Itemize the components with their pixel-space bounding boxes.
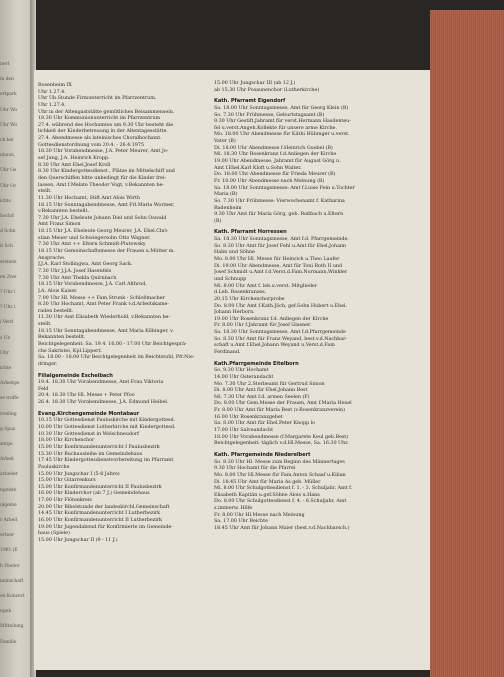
schedule-line: Mo. 8.00 Uhr Hl. Messe für Heinrich u.Theo Laufer <box>214 256 340 263</box>
schedule-line: 16.00 Uhr Kinderchor (ab 7 J.) Gemeindehaus <box>38 490 150 497</box>
schedule-line: 18.15 Uhr Sonntagabendmesse, Amt Maria Kilbinger, v. <box>38 327 174 334</box>
schedule-line: 27.4. Abendmesse als lateinisches Choralhochamt. <box>38 135 162 142</box>
facing-page-fragment: nert <box>0 62 10 67</box>
facing-page-fragment: ngeh <box>0 609 12 615</box>
schedule-line: Mi. 18.30 Uhr Rosenkranz f.d.Anliegen der Kirche <box>214 151 337 158</box>
section-heading: Kath. Pfarramt Eigendorf <box>214 98 286 105</box>
schedule-line: 18.30 Uhr Kommunionunterricht im Pfarrzentrum <box>38 115 161 122</box>
schedule-line: (B) <box>214 217 222 224</box>
facing-page-fragment: rreiling <box>0 411 17 417</box>
schedule-line: Beichtgelegenheit: täglich v.d.Hl.Messe, Sa. 16.30 Uhr. <box>214 440 349 447</box>
schedule-line: Maria (B) <box>214 191 238 198</box>
facing-page-fragment: s Ub <box>0 335 11 341</box>
facing-page-fragment: i Verd <box>0 320 14 326</box>
schedule-line: 11.30 Uhr Hochamt, Stift.Amt Alois Wirth <box>38 194 140 201</box>
schedule-line: 14.00 Uhr Osterandacht <box>214 373 274 380</box>
schedule-line: 20.15 Uhr Kirchenchorprobe <box>214 295 285 302</box>
schedule-line: 9.30 Uhr Amt für Maria Görg, geb. Roßbach u.Eltern <box>214 211 344 218</box>
schedule-line: 7.30 Uhr Amt ++ Eltern Schmidt-Plutowsky <box>38 241 146 248</box>
schedule-line: Badenheim <box>214 204 242 211</box>
schedule-line: So. 9.30 Uhr Hochamt <box>214 367 269 374</box>
schedule-line: Pauluskirche <box>38 463 70 470</box>
schedule-line: 19.00 Uhr Jugendabend für Konfirmierte im Gemeinde- <box>38 523 173 530</box>
schedule-line: 10.15 Uhr Gottesdienst Pauluskirche mit Kindergottesd. <box>38 417 176 424</box>
schedule-line: Do. 8.00 Uhr Amt f.Kath.Jöch, gef.Sohn Hubert u.Ehel. <box>214 302 347 309</box>
schedule-line: So. 8.30 Uhr Amt für Franz Weyand, best.v.d.Nachbar- <box>214 335 347 342</box>
facing-page-fragment: Uhr Wo <box>0 107 18 113</box>
schedule-line: Di. 19.00 Uhr Abendmesse, Amt für Toni Roth II und <box>214 262 342 269</box>
schedule-line: Uhr Ub.Stunde Firmunterricht im Pfarrzentrum. <box>38 95 157 102</box>
schedule-line: v.Bekannten bestellt. <box>38 208 89 215</box>
schedule-line: Rosenheim IX <box>38 82 72 88</box>
facing-page-fragment: Arbeit <box>0 457 14 463</box>
facing-page-fragment: ichts <box>0 198 11 204</box>
schedule-line: So. 7.30 Uhr Frühmesse, Geburtstagsamt (B) <box>214 111 325 118</box>
schedule-line: Beichtgelegenheit: Sa. 19.4. 16.00 - 17.00 Uhr Beichtgesprä- <box>38 340 187 347</box>
section-heading: Kath. Pfarramt Horressen <box>214 229 287 236</box>
schedule-line: Mo. 18.00 Uhr Abendmesse für Käthi Hübinger u.verst. <box>214 131 350 138</box>
schedule-line: 18.15 Uhr J.A. Eheleute Georg Meurer, J.A. Ehel.Chri- <box>38 228 169 235</box>
schedule-line: Sa. 8.00 Uhr Amt für Ehel.Peter Knopp lo <box>214 420 316 427</box>
schedule-line: Fr. 8.00 Uhr f.Jahramt für Josef Glasner. <box>214 322 312 329</box>
schedule-line: 18.30 Uhr Vorabendmesse, J.A. Peter Meurer, Amt Jo- <box>38 148 169 155</box>
schedule-line: Vater (B) <box>214 138 236 145</box>
schedule-line: 15.00 Uhr Konfirmandenunterricht I Paulusbezirk <box>38 443 160 450</box>
schedule-line: Feld <box>38 385 49 392</box>
schedule-line: Do. 18.00 Uhr Abendmesse für Frieda Meurer (B) <box>214 171 336 178</box>
schedule-line: schaft u.Amt f.Ehel.Johann Weyand u.Verst.d.Fam <box>214 342 335 349</box>
schedule-line: 15.00 Uhr Jungschar III (ab 12 J.) <box>214 80 296 86</box>
schedule-line: Amt Franz Simon <box>38 221 81 228</box>
schedule-line: 16.00 Uhr Konfirmandenunterricht II Lutherbezirk <box>38 517 162 523</box>
schedule-line: dringer. <box>38 360 58 367</box>
facing-page-fragment: 1961 (E <box>0 548 18 554</box>
page-block-edge <box>430 10 504 677</box>
schedule-line: Fr. 8.00 Uhr Hl.Messe nach Meinung <box>214 511 305 518</box>
schedule-line: Johann Herborn. <box>214 309 255 316</box>
schedule-line: den Querschiffen bitte unbedingt für die Kinder frei- <box>38 174 167 181</box>
right-column <box>214 80 426 532</box>
schedule-line: 18.15 Uhr Sonntagabendmesse, Amt Frl.Maria Wormer, <box>38 201 175 208</box>
schedule-line: Uhr 1.27.4. <box>38 101 66 108</box>
schedule-line: 18.00 Uhr Kirchenchor <box>38 437 95 444</box>
facing-page-fragment: Uhr Wo <box>0 122 18 128</box>
schedule-line: Di. 18.45 Uhr Amt für Maria As geb. Müller <box>214 478 321 485</box>
schedule-line: So. 7.30 Uhr Frühmesse: Vierwochenamt f. Katharina <box>214 197 345 204</box>
schedule-line: 8.30 Uhr Kindergottesdienst , Plätze im Mittelschiff und <box>38 168 175 175</box>
section-heading: Evang.Kirchengemeinde Montabaur <box>38 410 140 417</box>
schedule-line: So. 8.30 Uhr Amt für Josef Fehl u.Amt für Ehel.Johann <box>214 242 347 249</box>
facing-page-fragment: erstsen <box>0 259 17 265</box>
facing-page-fragment: arbeiter <box>0 472 19 478</box>
schedule-line: 7.30 Uhr Amt Thekla Quirnbach <box>38 274 117 281</box>
schedule-line: Mi. 8.00 Uhr Amt f. leb.u.verst. Mitglieder <box>214 282 318 289</box>
schedule-line: Uhr 1.27.4. <box>38 88 66 95</box>
schedule-line: 7.30 Uhr J.A. Eheleute Johann Diel und Sohn Oswald <box>38 214 167 221</box>
schedule-line: Sa. 18.00 Uhr Sonntagsmesse, Amt für Georg Klein (B) <box>214 104 349 111</box>
schedule-line: 15.30 Uhr Buchausleihe im Gemeindehaus <box>38 450 143 457</box>
schedule-line: 9.30 Uhr Hochamt für die Pfarrei <box>214 465 296 472</box>
section-heading: Kath.Pfarrgemeinde Eitelborn <box>214 360 299 367</box>
facing-page-fragment: zerge <box>0 442 13 447</box>
facing-page-fragment: ? Uhr i <box>0 290 16 295</box>
facing-page-fragment: g Spaz <box>0 426 16 432</box>
facing-page-fragment: en Konzert <box>0 594 25 599</box>
schedule-line: che Sakristei, Kpl.Lippert. <box>38 347 102 354</box>
schedule-line: Di. 8.00 Uhr Amt für Ehel.Johann Best <box>214 387 308 394</box>
schedule-line: Sa. 18.30 Uhr Sonntagsmesse, Amt f.d. Pfarrgemeinde. <box>214 236 349 243</box>
schedule-line: 18.15 Uhr Vorabendmesse, J.A. Carl Althrod, <box>38 281 147 288</box>
schedule-line: fel u.verst.Angeh.Kollekte für unsere arme Kirche. <box>214 124 337 131</box>
schedule-line: Sa. 18.30 Uhr Sonntagsmesse, Amt f.d.Pfarrgemeinde <box>214 329 346 336</box>
schedule-line: Di. 18.00 Uhr Abendmesse f.Heinrich Guebel (B) <box>214 144 333 151</box>
facing-page-fragment: ngeiste <box>0 487 17 493</box>
schedule-line: 15.00 Uhr Gitarrenkurs <box>38 477 96 484</box>
schedule-line: J.A. Alois Kaiser. <box>38 287 78 294</box>
schedule-line: stellt. <box>38 321 52 328</box>
schedule-line: d.Leb. Rosenkranzes. <box>214 289 267 296</box>
facing-page-fragment: ulgeme <box>0 502 17 508</box>
schedule-line: haus (Spiele) <box>38 530 70 537</box>
schedule-line: raden bestellt. <box>38 307 74 314</box>
facing-page-fragment: neinschaft <box>0 578 24 584</box>
schedule-line: 15.00 Uhr Konfirmandenunterricht II Paulusbezirk <box>38 483 162 490</box>
schedule-line: 19.4. 18.30 Uhr Vorabendmesse, Amt Frau Viktoria <box>38 379 164 386</box>
schedule-line: Elisabeth Kapitän u.gef.Söhne Alois u.Hans <box>214 491 320 498</box>
facing-page-fragment: Uhr <box>0 350 9 356</box>
schedule-line: 17.00 Uhr Salveandacht <box>214 427 274 434</box>
schedule-line: lassen, Amt f.Melate Theodor Vogt, v.Bekannten be- <box>38 181 164 188</box>
section-heading: Kath. Pfarrgemeinde Niederelbert <box>214 451 311 458</box>
facing-page-fragment: se treffe <box>0 396 19 402</box>
schedule-line: und Schnupp <box>214 275 247 282</box>
schedule-line: stian Meuer und Schwiegersohn Otto Wagner. <box>38 234 151 241</box>
schedule-line: Uhr in der Altengaststätte gemütliches Beisammensein. <box>38 108 175 115</box>
facing-page-fragment: Familie <box>0 639 17 645</box>
schedule-line: lichkeit der Kinderbetreuung in der Altentagesstätte. <box>38 128 168 135</box>
schedule-line: ab 15.30 Uhr Posaunenchor (Lutherkirche) <box>214 86 320 93</box>
schedule-line: 16.00 Uhr Rosenkranzgebet <box>214 413 283 420</box>
schedule-line: So. 8.30 Uhr Hl. Messe zum Beginn des Männertages <box>214 458 345 465</box>
schedule-line: Ansprache. <box>38 254 66 261</box>
facing-page-fragment: hochd <box>0 214 14 219</box>
schedule-line: Mo. 8.00 Uhr Hl.Messe für Fam.Anton Schaaf u.Kilian <box>214 471 346 478</box>
schedule-line: 18.15 Uhr Gemeinschaftsmesse der Frauen u.Mütter m. <box>38 248 175 255</box>
schedule-line: Ferdinand. <box>214 348 241 355</box>
schedule-line: 8.30 Uhr Amt Ehel.Josef Kroll <box>38 161 111 168</box>
facing-page-fragment: en Zwe <box>0 274 17 280</box>
facing-page-fragment: ertpark <box>0 92 17 98</box>
schedule-line: z.immerw. Hilfe <box>214 505 253 512</box>
schedule-line: Amt f.Ehel.Karl Kloft u.Sohn Walter. <box>214 164 302 171</box>
schedule-line: 7.30 Uhr J.J.A. Josef Hasenfels <box>38 267 112 274</box>
facing-page-fragment: Uhr Gv <box>0 183 17 189</box>
schedule-line: Fr. 8.00 Uhr Amt für Maria Best (v.Rosenkranzverein) <box>214 407 345 414</box>
facing-page-fragment: d Schn <box>0 229 16 235</box>
schedule-line: Gottesdienstordnung vom 20.4. - 26.4.1975 <box>38 141 144 148</box>
facing-page-fragment: Mitteilung <box>0 624 24 630</box>
facing-page-fragment: h Nieder <box>0 563 20 569</box>
schedule-line: Do. 8.00 Uhr Gem.Messe der Frauen, Amt f.Maria Hexel <box>214 400 352 407</box>
facing-page-fragment: Arbeitge <box>0 381 20 387</box>
schedule-line: 10.00 Uhr Gottesdienst Lutherkirche mit Kindergottesd. <box>38 424 176 431</box>
schedule-line: J.J.A. Karl Stollingwa, Amt Georg Sack. <box>38 261 133 268</box>
schedule-line: Do. 8.00 Uhr Schulgottesdienst f. 4. - 6.Schuljahr, Amt <box>214 498 347 505</box>
schedule-line: 15.00 Uhr Jungschar I (5-8 Jahre) <box>38 470 120 477</box>
schedule-line: 18.00 Uhr Vorabendmesse (f.Margarete Keul geb.Best) <box>214 433 349 440</box>
facing-page-fragment: ertner <box>0 533 15 539</box>
schedule-line: sef Jung, J.A. Heinrich Kropp. <box>38 155 110 162</box>
facing-page-fragment: ? Uhr i <box>0 305 16 311</box>
schedule-line: 11.30 Uhr Amt Elisabeth Wiederhold, v.Bekannten be- <box>38 314 170 321</box>
schedule-line: 10.30 Uhr Gottesdienst in Welschneudorf <box>38 430 139 437</box>
schedule-line: 14.45 Uhr Konfirmandenunterricht I Lutherbezirk <box>38 510 161 517</box>
facing-page-margin <box>0 0 30 677</box>
facing-page-fragment: r Arbeit <box>0 518 18 523</box>
facing-page-fragment: nhaus. <box>0 153 15 159</box>
schedule-line: 17.00 Uhr Flötenkreis <box>38 497 92 504</box>
schedule-line: Sa. 18.00 Uhr Sonntagsmesse: Amt f.Luise Fein u.Tochter <box>214 184 355 191</box>
schedule-line: Mi. 7.30 Uhr Amt f.d. armen Seelen )F) <box>214 393 310 400</box>
schedule-line: 19.00 Uhr Rosenkranz f.d. Anliegen der Kirche <box>214 315 329 322</box>
schedule-line: 20.00 Uhr Bibelstunde der landeskirchl.Gemeinschaft <box>38 503 170 510</box>
schedule-line: Fr. 18.00 Uhr Abendmesse nach Meinung (B) <box>214 177 325 184</box>
schedule-line: Mi. 8.00 Uhr Schulgottesdienst f. 1. - 3. Schuljahr, Amt f. <box>214 485 353 492</box>
schedule-line: Josef Schmidt u.Amt f.d.Verst.d.Fam.Normann,Winkler <box>214 269 348 276</box>
schedule-line: Mo. 7.30 Uhr 2.Sterbeamt für Gertrud Simon <box>214 380 325 387</box>
facing-page-fragment: it Sch <box>0 244 13 250</box>
left-column <box>38 82 220 544</box>
schedule-line: 7.00 Uhr Hl. Messe ++ Fam.Strunk - Schloßmacher <box>38 294 165 301</box>
facing-page-fragment: Uhr Ge <box>0 168 17 174</box>
facing-page-fragment: ichte <box>0 366 12 371</box>
schedule-line: 15.00 Uhr Jungschar II (9 - 11 J.) <box>38 536 118 543</box>
schedule-line: Sa. 18.00 - 18.00 Uhr Beichtgelegenheit im Beichtstuhl, Pfr.Nie- <box>38 354 195 361</box>
schedule-line: 26.4. 18.30 Uhr Vorabendmesse, J.A. Edmund Heibel. <box>38 399 169 406</box>
schedule-line: 27.4. während des Hochamtes um 9.30 Uhr besteht die <box>38 121 174 128</box>
schedule-line: 8.30 Uhr Hochamt, Amt Peter Frank v.d.Arbeitskame- <box>38 301 169 308</box>
facing-page-fragment: ck bei <box>0 138 14 143</box>
facing-page-fragment: in den <box>0 77 14 83</box>
schedule-line: 18.45 Uhr Amt für Johann Maier (best.v.d.Nachbarsch.) <box>214 525 350 531</box>
section-heading: Filialgemeinde Escheibach <box>38 372 113 379</box>
schedule-line: 19.00 Uhr Abendmesse, Jahramt für August Görg u. <box>214 158 341 165</box>
schedule-line: Bekannten bestellt. <box>38 334 86 341</box>
schedule-line: Sa. 17.00 Uhr Beichte <box>214 518 268 525</box>
schedule-line: 9.30 Uhr Gestift.Jahramt für verst.Hermann Hasdenteu- <box>214 118 351 125</box>
schedule-line: Hahn und Söhne <box>214 249 255 256</box>
schedule-line: 20.4. 18.30 Uhr Hl. Messe + Peter Pfoo <box>38 392 135 399</box>
schedule-line: stellt. <box>38 188 52 195</box>
schedule-line: 17.45 Uhr Kindergottesdienstvorbereitung im Pfarramt <box>38 457 174 464</box>
